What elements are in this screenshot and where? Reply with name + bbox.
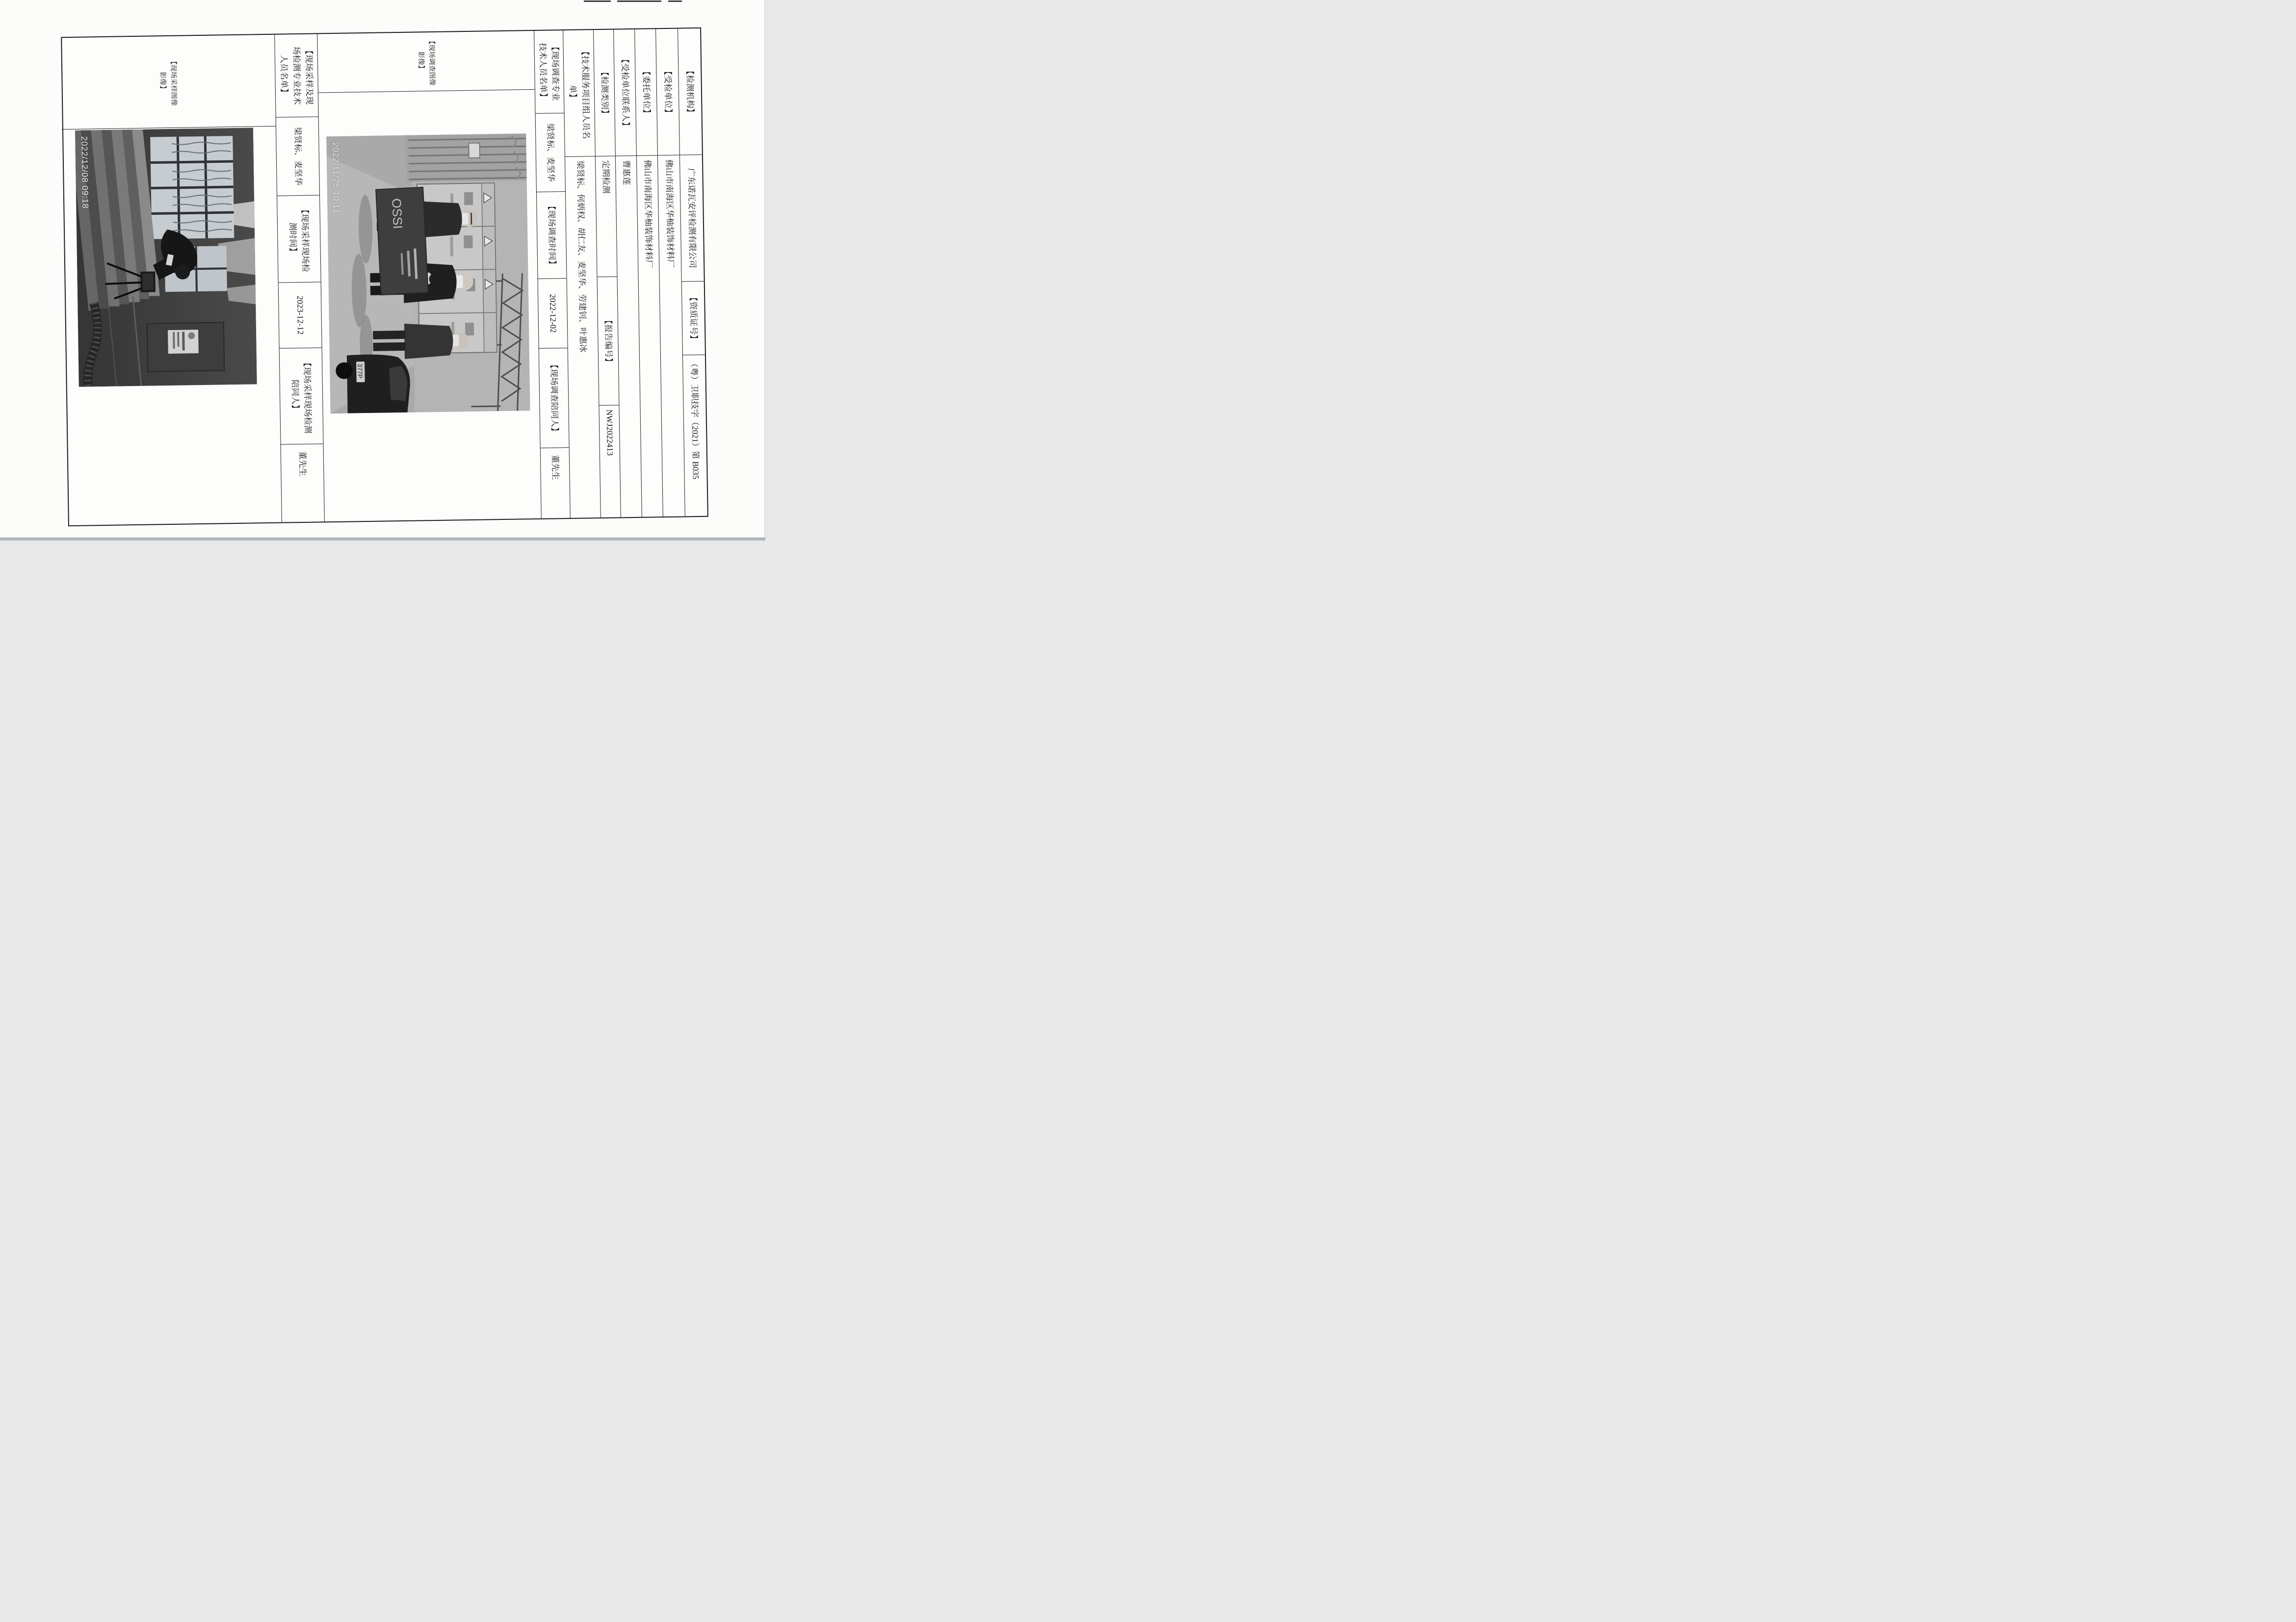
value-project-team: 梁贤标、何炳权、胡仁友、麦坚华、劳建钊、叶惠冰 [565, 156, 600, 518]
value-survey-escort: 董先生 [541, 447, 570, 518]
label-unit-contact: 【受检单位联系人】 [620, 55, 630, 130]
sampling-photo-scene [75, 128, 257, 386]
value-inspection-type: 定期检测 [596, 156, 617, 277]
sampling-photo-cell [61, 126, 282, 525]
factory-window [150, 136, 234, 239]
site-sampling-photo [75, 128, 257, 386]
label-inspected-unit: 【受检单位】 [662, 67, 673, 117]
photo-timestamp: 2022/11/25 10:11 [331, 142, 342, 214]
label-sampling-escort: 【现场采样现场检测陪同人】 [280, 347, 323, 444]
label-survey-date: 【现场调查时间】 [537, 191, 567, 279]
gate-fence [406, 133, 526, 182]
label-project-team: 【技术服务项目组人员名单】 [568, 47, 591, 139]
value-entrusting-unit: 佛山市南海区华柚装饰材料厂 [637, 155, 663, 517]
label-sampling-photo: 【现场采样图像影像】 [158, 57, 178, 106]
machine [147, 322, 224, 371]
label-sampling-staff: 【现场采样及现场检测专业技术人员名单】 [279, 46, 314, 105]
label-inspection-type: 【检测类别】 [599, 68, 610, 118]
scanned-page [0, 0, 765, 541]
report-table [61, 27, 708, 526]
label-qualification-no: 【资质证号】 [682, 281, 705, 355]
scan-edge-artifact [668, 0, 682, 2]
survey-photo-scene [326, 133, 530, 413]
photo-timestamp: 2022/12/08 09:18 [79, 136, 90, 209]
value-sampling-staff: 梁贤标、麦坚华 [276, 116, 319, 195]
label-report-no: 【报告编号】 [598, 276, 619, 405]
value-survey-staff: 梁贤标、麦坚华 [536, 113, 565, 192]
svg-text:377P: 377P [356, 363, 364, 379]
label-survey-photo: 【现场调查图像影像】 [417, 37, 436, 86]
value-qualification-no: （粤）卫职技字（2021）第 B035 [683, 355, 707, 516]
table-row [60, 35, 282, 525]
scanner-bed-edge [0, 538, 765, 541]
svg-text:OSSI: OSSI [389, 198, 406, 230]
value-report-no: NWJ2022413 [599, 405, 620, 517]
label-survey-escort: 【现场调查陪同人】 [539, 348, 569, 448]
table-row [275, 34, 325, 522]
site-survey-photo [326, 133, 530, 413]
label-entrusting-unit: 【委托单位】 [641, 67, 652, 118]
survey-photo-cell [318, 89, 541, 521]
label-survey-staff: 【现场调查专业技术人员名单】 [538, 42, 561, 102]
value-inspected-unit: 佛山市南海区华柚装饰材料厂 [658, 155, 685, 517]
scan-edge-artifact [617, 0, 661, 2]
value-inspection-agency: 广东诺瓦安评检测有限公司 [680, 154, 704, 282]
table-row [317, 31, 542, 521]
value-survey-date: 2022-12-02 [538, 278, 568, 348]
value-sampling-escort: 董先生 [281, 443, 324, 522]
value-sampling-date: 2023-12-12 [279, 282, 322, 348]
value-unit-contact: 曹惠莲 [616, 155, 642, 517]
label-sampling-date: 【现场采样现场检测时间】 [277, 195, 321, 282]
banner-table [376, 187, 428, 295]
page-edge-shadow [764, 0, 765, 541]
label-inspection-agency: 【检测机构】 [685, 66, 695, 117]
scan-edge-artifact [584, 0, 611, 2]
rotated-document [61, 27, 708, 526]
